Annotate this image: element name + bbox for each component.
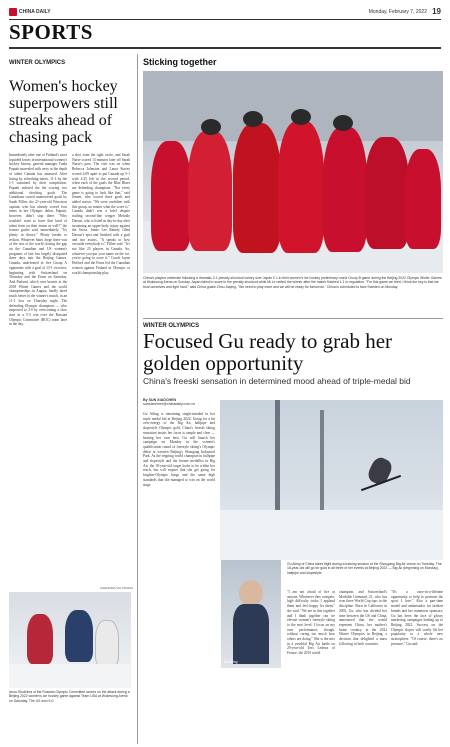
china-team-celebration-photo xyxy=(143,71,443,273)
jacket xyxy=(233,604,269,664)
china-daily-logo-icon xyxy=(9,8,17,16)
paper-name: CHINA DAILY xyxy=(19,9,51,15)
right-story-headline: Focused Gu ready to grab her golden opportunity xyxy=(143,329,393,375)
right-story-column-2: "I am not afraid of fire or anyone. Whenever they compete, high difficulty tricks I applaud them and feel happy for them," she said. "We are in this together and I think together can we elevate women's freestyle skiing to the next level. I focus on my own performance, though, without caring too much how others are doing." She is the mix in a youthful Big Air battle on 20-year-old Tess Ledeux of France, the 2019 world xyxy=(287,590,335,656)
left-story-headline: Women's hockey superpowers still streaks ahead of chasing pack xyxy=(9,78,118,146)
helmet xyxy=(291,109,311,125)
left-story-agency: AGENCIES VIA XINHUA xyxy=(100,586,134,590)
feature-photo-title: Sticking together xyxy=(143,57,217,67)
right-story-kicker: WINTER OLYMPICS xyxy=(143,323,200,329)
column-divider xyxy=(137,54,138,744)
player-figure xyxy=(405,149,441,249)
player-figure xyxy=(365,137,409,249)
story-separator xyxy=(143,318,443,319)
bottom-left-photo-caption: Anna Shokhina of the Russian Olympic Committee scores on the attack during a Beijing 2022 women's ice hockey game against Team USA at Wukesong Arena on Saturday. The US won 5-0. xyxy=(9,690,130,703)
newspaper-header xyxy=(9,6,441,20)
gu-ailing-portrait-photo xyxy=(221,560,281,668)
right-story-column-4: "It's a once-in-a-lifetime opportunity to help to promote the sport I love." Also a part-time model and ambassador for fashion brands and her numerous sponsors, Gu has been the face of glossy marketing campaigns leading up to Beijing 2022. Success on the Olympic slopes will surely lift her popularity to a whole new stratosphere. "Of course, there's no pressure," Gu said. xyxy=(391,590,443,646)
page-number: 19 xyxy=(432,7,441,16)
gu-ailing-training-photo xyxy=(220,400,443,560)
helmet xyxy=(243,111,263,127)
right-story-deck: China's freeski sensation in determined mood ahead of triple-medal bid xyxy=(143,376,411,386)
feature-photo-caption: China's players celebrate following a dramatic 2-1 penalty shootout victory over Japan 2-1 in their women's ice hockey preliminary round Group B game during the Beijing 2022 Olympic Winter Games at Wukesong Arena on Sunday. Japan failed to score in the penalty shootout while Mi Le netted the winner after the match finished 1-1 in regulation. "For this game we tried, I think the key is that we trust ourselves and fight hard," said China goalie Zhou Jiaying. "We need to play more and we will be ready for tomorrow." China is scheduled to face Sweden on Monday. xyxy=(143,276,442,289)
helmet xyxy=(333,115,353,131)
gu-photo-caption: Gu Ailing of China takes flight during a training session at the Shougang Big Air venue on Tuesday. The 18-year-old will go for gold in all three of her events at Beijing 2022 — Big Air (beginning on Monday), halfpipe and slopestyle. xyxy=(287,562,442,575)
player-figure xyxy=(151,141,191,251)
face xyxy=(239,580,263,606)
player-figure xyxy=(323,127,367,252)
left-story-column-1: Immediately after one of Finland's most lopsided losses in international women's hockey history, general manager Tuula Puputti marveled with envy at the depth of talent Canada has amassed. After losing by refreshing tutees, 11-1 by the 1-1 sustained by their competition, Puputti enlisted the the scoring two additional checking goals. The Canadians scored unanswered goals by Sarah Fillier, the 21-year-old Princeton captain, who has already scored four times in her Olympic debut. Puputti, however, didn't stop there. "Why wouldn't want to have that kind of talent from on their teams as well?" the former goalie said, immediately. "It's plenty in theory." Plenty harder to reckon. Whatever Saint Jorge there was of the rest of the world closing the gap on the Canadian and US women's programs of late has largely dissipated three days into the Beijing Games. Canada, undefeated in five Group A opponents with a goal of 13-1 victories, beginning with Switzerland on Thursday and the Finns on Saturday. And Finland, which won bronze at the 2018 Winter Games and the world championships in August, hardly fared much better in the winner's match, in an 11-1 loss on Thursday night. The defending Olympic champions — who improved to 2-0 by overcoming a slow start in a 5-3 win over the Russian Olympic Committee (ROC) team later in the day. xyxy=(9,153,67,327)
section-rule xyxy=(9,47,441,49)
byline-name: By SUN XIAOCHEN xyxy=(143,398,177,402)
left-story-column-2: a shot from the right circle, and Sarah Nurse scored 13 minutes later off Sarah Nurse's pass. The visit was on when Rebecca Johnston and Laura Stacey scored 2:09 apart to put Canada up 5-1 with 2:25 left in the second period, when each of the goals the Blue Blues are defending champions. "Not every game is going to look like that," said Jenner, who scored three goals and added assists. "We were confident with this group, no matter what the score is." Canada didn't win a brief despite trailing second-line winger Melodie Daoust, who is listed as day-to-day after sustaining an upper-body injury against the Swiss. Jamie Lee Rattray filled Daoust's spot and finished with a goal and two assists. "It speaks to how versatile everybody is," Fillier said. "It's not like 23 players in Canada. So, whatever you put your name on the ice, you're going to score it." Coach Jayne Hefford and the Finns led the Canadian women against Finland in Olympic or world championship play. xyxy=(72,153,130,275)
gu-ailing-label: Gu Ailing xyxy=(224,660,238,664)
player-figure xyxy=(65,610,93,662)
snow-slope xyxy=(220,510,443,560)
issue-date: Monday, February 7, 2022 xyxy=(368,9,427,15)
player-figure xyxy=(27,614,53,664)
section-title: SPORTS xyxy=(9,20,93,44)
helmet xyxy=(201,119,221,135)
right-story-column-3: champion, and Switzerland's Mathilde Gremaud, 21, who has won three World Cup tops in the discipline. Born in California in 2003, Gu, who has divided her time between the US and China, announced that she would represent China, her mother's home country, at the 2022 Winter Olympics in Beijing, a decision that delighted a mass following in both countries. xyxy=(339,590,387,646)
player-figure xyxy=(188,131,232,251)
player-figure xyxy=(278,121,324,253)
ice-surface xyxy=(9,664,131,688)
right-story-byline xyxy=(143,398,195,406)
russia-usa-hockey-photo xyxy=(9,592,131,688)
player-figure xyxy=(95,620,119,666)
left-story-kicker: WINTER OLYMPICS xyxy=(9,60,66,66)
player-figure xyxy=(233,123,281,253)
right-story-column-1: Gu Ailing is remaining single-minded in her triple medal bid at Beijing 2022. Going for a bit over-energy of the Big Air, halfpipe and slopestyle Olympic gold, China's freeski skiing sensation insists her focus is simple and clear — beating her own best. Gu will launch her campaign on Monday in the women's qualification round of freestyle skiing's Olympic debut at western Beijing's Shougang Industrial Park. As the reigning world champion in halfpipe and slopestyle and the bronze medallist in Big Air, the 18-year-old target looks to be within her reach, but will require that she get going for brighter-Olympic kings and the same high standards that she managed to win on the world stage. xyxy=(143,412,215,487)
byline-email: sunxiaochen@chinadaily.com.cn xyxy=(143,402,196,406)
